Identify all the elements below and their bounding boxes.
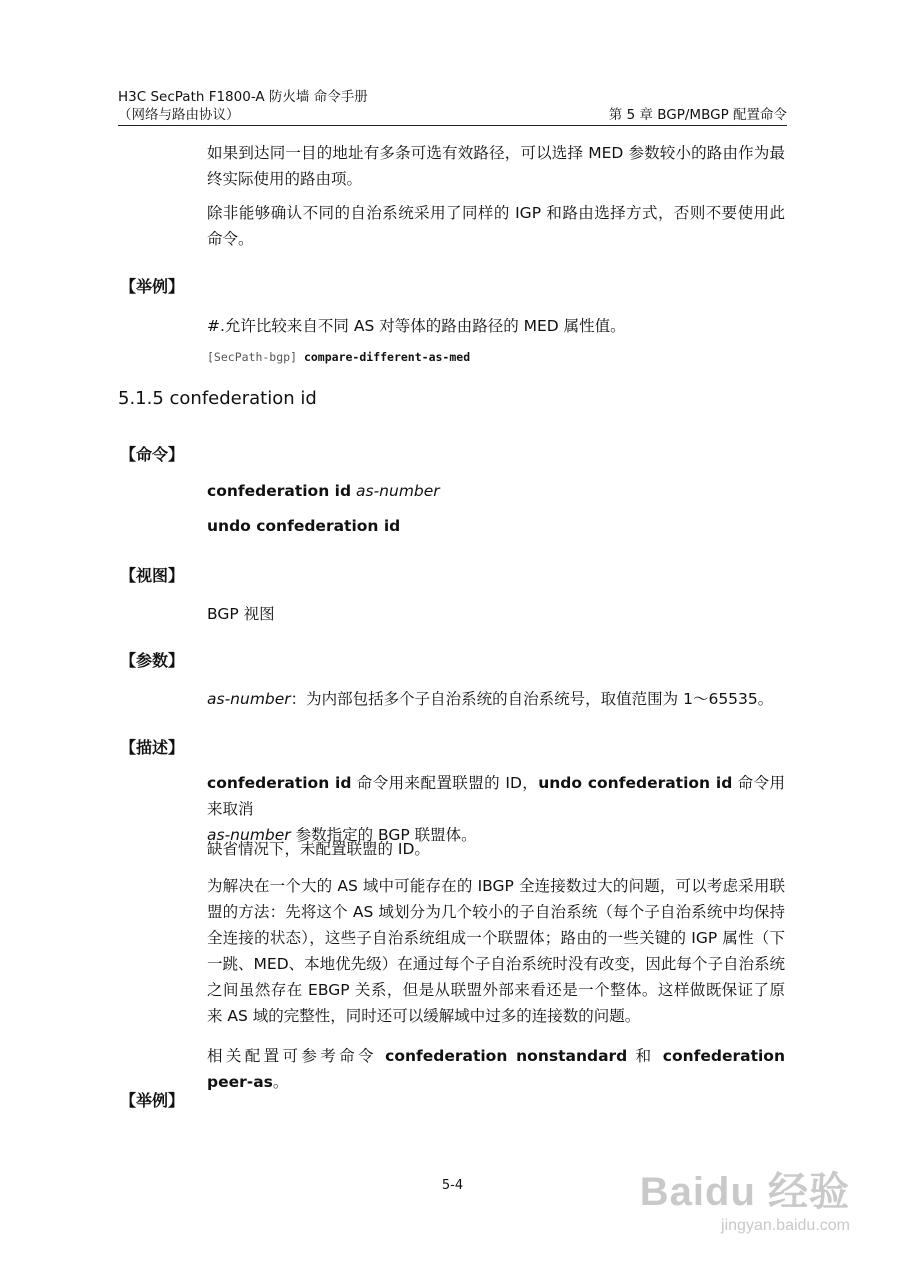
paragraph: [207, 1043, 785, 1095]
watermark-brand: Baidu 经验: [639, 1170, 850, 1214]
text: 相关配置可参考命令: [207, 1047, 386, 1065]
text: 命令用来取消: [207, 774, 785, 818]
paragraph: 为解决在一个大的 AS 域中可能存在的 IBGP 全连接数过大的问题，可以考虑采用联盟的方法：先将这个 AS 域划分为几个较小的子自治系统（每个子自治系统中均保持全连接的状态），这些子自治系统组成一个联盟体；路由的一些关键的 IGP 属性（下一跳、MED、本地优先级）在通过每个子自治系统时没有改变，因此每个子自治系统之间虽然存在 EBGP 关系，但是从联盟外部来看还是一个整体。这样做既保证了原来 AS 域的完整性，同时还可以缓解域中过多的连接数的问题。: [207, 877, 785, 1025]
bold-term: confederation id: [207, 774, 352, 792]
undo-command-syntax: [207, 517, 400, 535]
command-syntax: [207, 482, 440, 500]
header-subtitle: （网络与路由协议）: [118, 107, 240, 123]
italic-term: as-number: [207, 826, 291, 844]
code-prompt: [SecPath-bgp]: [207, 350, 298, 364]
text: 和: [627, 1047, 663, 1065]
bold-term: confederation peer-as: [207, 1047, 785, 1091]
param-text: ：为内部包括多个子自治系统的自治系统号，取值范围为 1～65535。: [290, 690, 774, 708]
text: 。: [272, 1073, 289, 1091]
view-label: 【视图】: [120, 566, 185, 585]
example-description: #.允许比较来自不同 AS 对等体的路由路径的 MED 属性值。: [207, 317, 626, 335]
watermark-url: jingyan.baidu.com: [721, 1217, 850, 1234]
command-label: 【命令】: [120, 445, 185, 464]
paragraph: 缺省情况下，未配置联盟的 ID。: [207, 840, 430, 858]
view-text: BGP 视图: [207, 605, 275, 623]
header-title: H3C SecPath F1800-A 防火墙 命令手册: [118, 89, 368, 105]
watermark-logo: [640, 1160, 850, 1235]
paragraph: 除非能够确认不同的自治系统采用了同样的 IGP 和路由选择方式，否则不要使用此命令。: [207, 204, 785, 248]
description-label: 【描述】: [120, 738, 185, 757]
example-label: 【举例】: [120, 1091, 185, 1110]
bold-term: confederation nonstandard: [385, 1047, 628, 1065]
command-keyword: confederation id: [207, 482, 352, 500]
example-label: 【举例】: [120, 277, 185, 296]
header-chapter: 第 5 章 BGP/MBGP 配置命令: [608, 107, 787, 123]
header-rule: [118, 125, 787, 126]
code-example: [207, 350, 470, 364]
bold-term: undo confederation id: [538, 774, 733, 792]
page-header: [118, 88, 787, 124]
page-number: 5-4: [441, 1178, 464, 1193]
params-label: 【参数】: [120, 651, 185, 670]
paragraph: 如果到达同一目的地址有多条可选有效路径，可以选择 MED 参数较小的路由作为最终实际使用的路由项。: [207, 144, 785, 188]
code-command: compare-different-as-med: [303, 350, 471, 364]
text: 参数指定的 BGP 联盟体。: [290, 826, 477, 844]
param-name: as-number: [207, 690, 291, 708]
param-description: [207, 687, 773, 709]
section-title: 5.1.5 confederation id: [118, 388, 317, 409]
command-keyword: undo confederation id: [207, 517, 401, 535]
text: 命令用来配置联盟的 ID，: [351, 774, 539, 792]
command-argument: as-number: [356, 482, 440, 500]
